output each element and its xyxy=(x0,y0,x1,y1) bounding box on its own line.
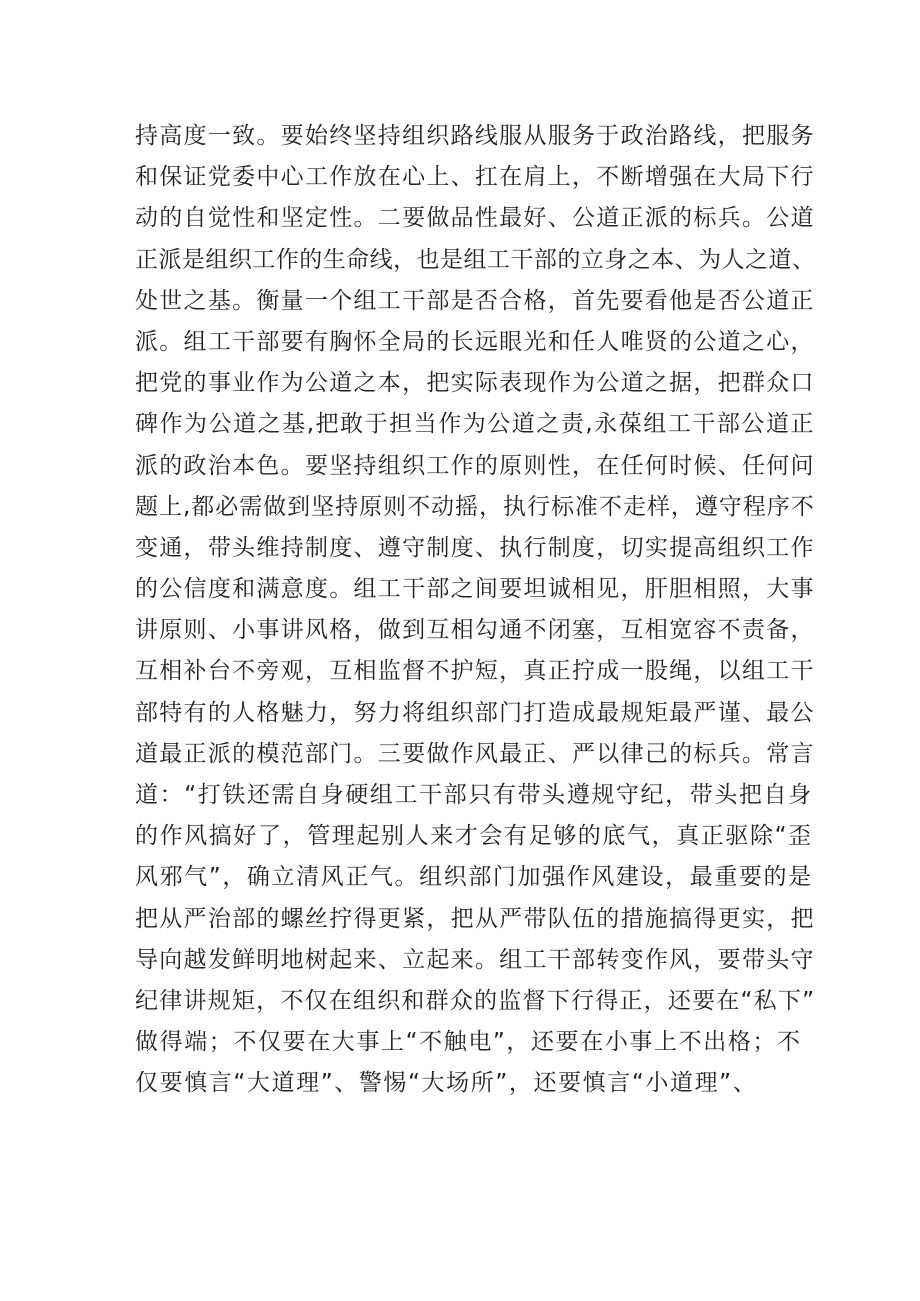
body-paragraph xyxy=(135,116,815,1105)
text-line: 碑作为公道之基,把敢于担当作为公道之责,永葆组工干部公道正 xyxy=(135,411,816,438)
text-line: 的公信度和满意度。组工干部之间要坦诚相见，肝胆相照，大事 xyxy=(135,576,815,603)
text-line: 道：“打铁还需自身硬组工干部只有带头遵规守纪，带头把自身 xyxy=(135,782,813,808)
text-line: 部特有的人格魅力，努力将组织部门打造成最规矩最严谨、最公 xyxy=(135,699,815,726)
text-line: 持高度一致。要始终坚持组织路线服从服务于政治路线，把服务 xyxy=(135,123,815,149)
text-line: 导向越发鲜明地树起来、立起来。组工干部转变作风，要带头守 xyxy=(135,946,815,973)
text-line: 派。组工干部要有胸怀全局的长远眼光和任人唯贤的公道之心， xyxy=(135,328,815,355)
text-line: 风邪气”，确立清风正气。组织部门加强作风建设，最重要的是 xyxy=(135,864,813,891)
text-line: 变通，带头维持制度、遵守制度、执行制度，切实提高组织工作 xyxy=(135,534,815,561)
text-line: 动的自觉性和坚定性。二要做品性最好、公道正派的标兵。公道 xyxy=(135,205,815,232)
text-line: 讲原则、小事讲风格，做到互相勾通不闭塞，互相宽容不责备， xyxy=(135,617,815,644)
text-line: 正派是组织工作的生命线，也是组工干部的立身之本、为人之道、 xyxy=(135,246,816,273)
text-line: 和保证党委中心工作放在心上、扛在肩上，不断增强在大局下行 xyxy=(135,164,815,191)
text-line: 做得端；不仅要在大事上“不触电”，还要在小事上不出格；不 xyxy=(135,1029,802,1056)
text-line: 处世之基。衡量一个组工干部是否合格，首先要看他是否公道正 xyxy=(135,287,815,314)
text-line: 道最正派的模范部门。三要做作风最正、严以律己的标兵。常言 xyxy=(135,740,815,767)
text-line: 纪律讲规矩，不仅在组织和群众的监督下行得正，还要在“私下” xyxy=(135,987,816,1014)
text-line: 仅要慎言“大道理”、警惕“大场所”，还要慎言“小道理”、 xyxy=(135,1070,758,1097)
text-line: 把党的事业作为公道之本，把实际表现作为公道之据，把群众口 xyxy=(135,370,815,397)
text-line: 把从严治部的螺丝拧得更紧，把从严带队伍的措施搞得更实，把 xyxy=(135,905,815,932)
text-line: 派的政治本色。要坚持组织工作的原则性，在任何时候、任何问 xyxy=(135,452,815,479)
text-line: 题上,都必需做到坚持原则不动摇，执行标准不走样，遵守程序不 xyxy=(135,493,815,520)
text-line: 的作风搞好了，管理起别人来才会有足够的底气，真正驱除“歪 xyxy=(135,823,813,850)
text-line: 互相补台不旁观，互相监督不护短，真正拧成一股绳，以组工干 xyxy=(135,658,815,685)
